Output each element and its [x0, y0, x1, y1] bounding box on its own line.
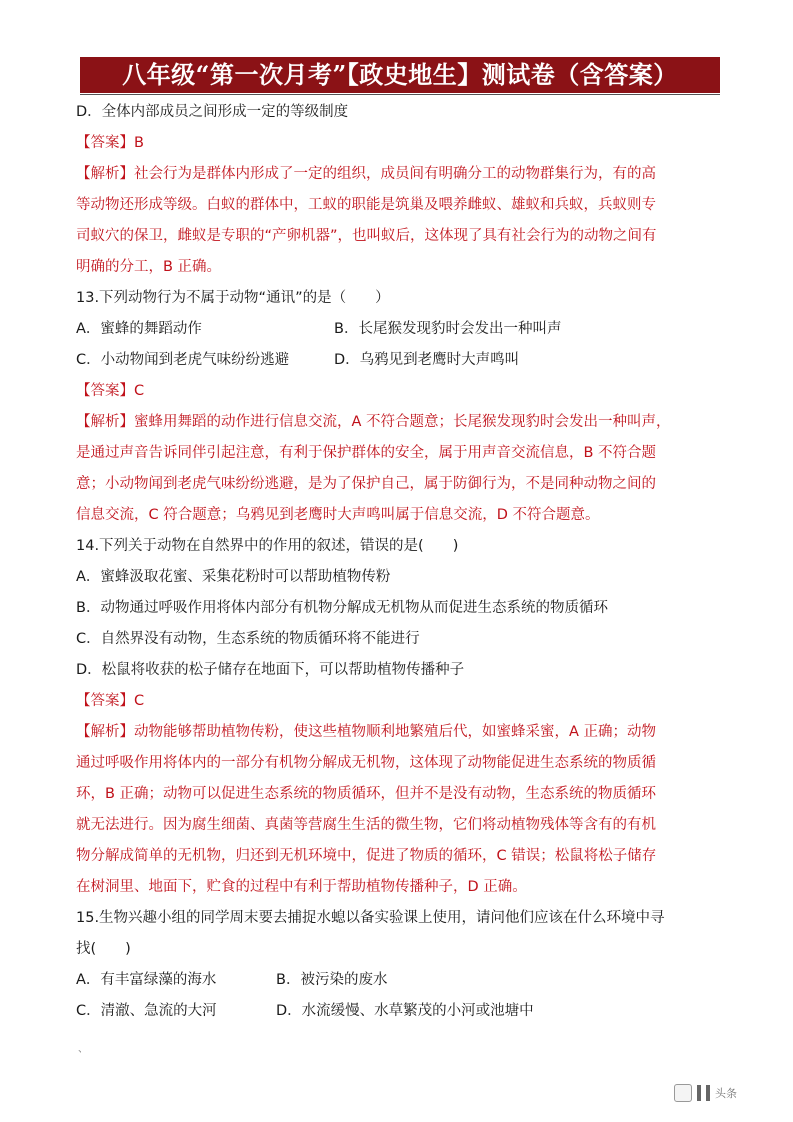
q12-analysis-line: 等动物还形成等级。白蚁的群体中，工蚁的职能是筑巢及喂养雌蚁、雄蚁和兵蚁，兵蚁则专 — [76, 197, 656, 213]
q14-stem: 14.下列关于动物在自然界中的作用的叙述，错误的是( ) — [76, 538, 459, 554]
stray-mark: 、 — [78, 1044, 88, 1055]
q12-option-d: D．全体内部成员之间形成一定的等级制度 — [76, 104, 349, 120]
logo-text: 头条 — [715, 1087, 737, 1100]
q13-analysis-line: 是通过声音告诉同伴引起注意，有利于保护群体的安全，属于用声音交流信息，B 不符合题 — [76, 445, 657, 461]
q12-analysis-line: 司蚁穴的保卫，雌蚁是专职的“产卵机器”，也叫蚁后，这体现了具有社会行为的动物之间有 — [76, 228, 657, 244]
logo-bar-icon — [697, 1085, 701, 1101]
answer-tag: 【答案】 — [76, 383, 134, 399]
answer-value: C — [134, 693, 145, 709]
q13-analysis-line — [76, 407, 726, 438]
analysis-tag: 【解析】 — [76, 414, 134, 430]
q14-option-b: B．动物通过呼吸作用将体内部分有机物分解成无机物从而促进生态系统的物质循环 — [76, 600, 608, 616]
q14-option-a: A．蜜蜂汲取花蜜、采集花粉时可以帮助植物传粉 — [76, 569, 391, 585]
document-body — [76, 97, 726, 1027]
q13-answer — [76, 376, 726, 407]
q15-option-c: C．清澈、急流的大河 — [76, 1003, 217, 1019]
answer-tag: 【答案】 — [76, 135, 134, 151]
logo-bar-icon — [706, 1085, 710, 1101]
q15-stem: 15.生物兴趣小组的同学周末要去捕捉水螅以备实验课上使用，请问他们应该在什么环境中寻 — [76, 910, 665, 926]
q15-options-row — [76, 965, 726, 996]
q14-analysis-line: 在树洞里、地面下，贮食的过程中有利于帮助植物传播种子，D 正确。 — [76, 879, 527, 895]
analysis-tag: 【解析】 — [76, 166, 134, 182]
q12-analysis-line: 明确的分工，B 正确。 — [76, 259, 222, 275]
q12-answer — [76, 128, 726, 159]
q13-option-b: B．长尾猴发现豹时会发出一种叫声 — [334, 321, 562, 337]
q15-stem: 找( ) — [76, 941, 131, 957]
document-title-banner: 八年级“第一次月考”【政史地生】测试卷（含答案） — [80, 57, 720, 93]
q13-option-c: C．小动物闻到老虎气味纷纷逃避 — [76, 352, 290, 368]
answer-value: B — [134, 135, 144, 151]
q13-stem: 13.下列动物行为不属于动物“通讯”的是（ ） — [76, 290, 390, 306]
q14-option-c: C．自然界没有动物，生态系统的物质循环将不能进行 — [76, 631, 420, 647]
q15-options-row — [76, 996, 726, 1027]
logo-box-icon — [674, 1084, 692, 1102]
q14-analysis-line — [76, 717, 726, 748]
watermark-logo — [674, 1082, 774, 1104]
answer-tag: 【答案】 — [76, 693, 134, 709]
q13-analysis-line: 信息交流，C 符合题意；乌鸦见到老鹰时大声鸣叫属于信息交流，D 不符合题意。 — [76, 507, 600, 523]
q14-analysis-line: 环，B 正确；动物可以促进生态系统的物质循环，但并不是没有动物，生态系统的物质循环 — [76, 786, 657, 802]
q14-analysis-line: 物分解成简单的无机物，归还到无机环境中，促进了物质的循环，C 错误；松鼠将松子储存 — [76, 848, 657, 864]
title-underline — [80, 94, 720, 95]
q13-options-row — [76, 314, 726, 345]
q13-options-row — [76, 345, 726, 376]
q14-analysis-line: 通过呼吸作用将体内的一部分有机物分解成无机物，这体现了动物能促进生态系统的物质循 — [76, 755, 656, 771]
q15-option-b: B．被污染的废水 — [276, 972, 388, 988]
q13-analysis-line: 意；小动物闻到老虎气味纷纷逃避，是为了保护自己，属于防御行为，不是同种动物之间的 — [76, 476, 656, 492]
q12-analysis-line — [76, 159, 726, 190]
q13-option-a: A．蜜蜂的舞蹈动作 — [76, 321, 202, 337]
q14-analysis-line: 就无法进行。因为腐生细菌、真菌等营腐生生活的微生物，它们将动植物残体等含有的有机 — [76, 817, 656, 833]
analysis-text: 动物能够帮助植物传粉，使这些植物顺利地繁殖后代，如蜜蜂采蜜，A 正确；动物 — [134, 724, 657, 740]
q14-answer — [76, 686, 726, 717]
q15-option-a: A．有丰富绿藻的海水 — [76, 972, 217, 988]
q14-option-d: D．松鼠将收获的松子储存在地面下，可以帮助植物传播种子 — [76, 662, 465, 678]
analysis-text: 社会行为是群体内形成了一定的组织，成员间有明确分工的动物群集行为，有的高 — [134, 166, 656, 182]
q15-option-d: D．水流缓慢、水草繁茂的小河或池塘中 — [276, 1003, 534, 1019]
q13-option-d: D．乌鸦见到老鹰时大声鸣叫 — [334, 352, 520, 368]
analysis-tag: 【解析】 — [76, 724, 134, 740]
answer-value: C — [134, 383, 145, 399]
analysis-text: 蜜蜂用舞蹈的动作进行信息交流，A 不符合题意；长尾猴发现豹时会发出一种叫声， — [134, 414, 671, 430]
